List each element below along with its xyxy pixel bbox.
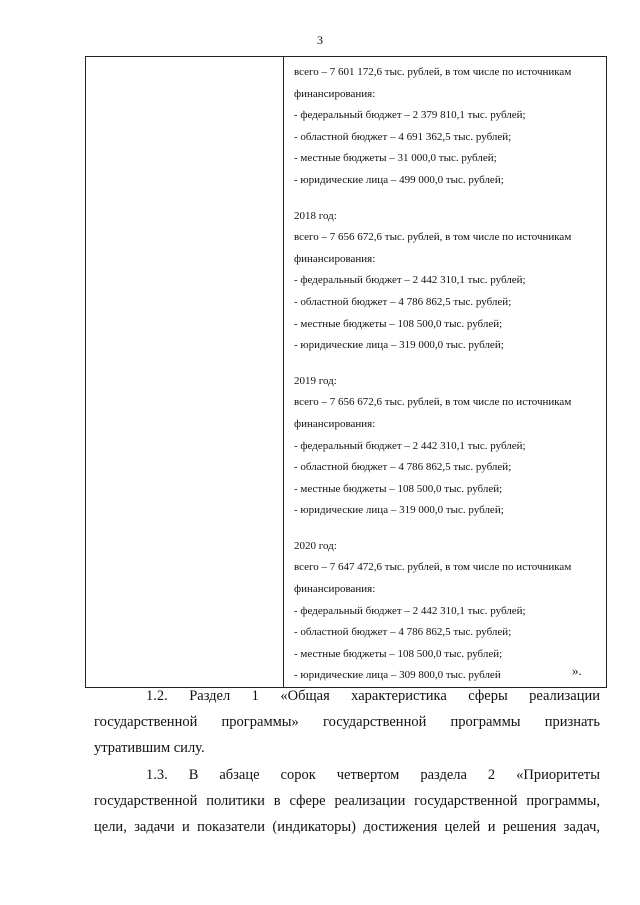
funding-line: всего – 7 656 672,6 тыс. рублей, в том числе по источникам	[294, 396, 572, 409]
table-cell-funding	[284, 57, 607, 688]
funding-line: - местные бюджеты – 108 500,0 тыс. рублей;	[294, 317, 503, 330]
paragraph-line: 1.3. В абзаце сорок четвертом раздела 2 «Приоритеты	[146, 767, 600, 783]
closing-quote: ».	[572, 663, 582, 678]
year-heading: 2018 год:	[294, 209, 337, 222]
funding-line: финансирования:	[294, 583, 376, 596]
funding-line: финансирования:	[294, 252, 376, 265]
funding-line: - областной бюджет – 4 691 362,5 тыс. рублей;	[294, 130, 512, 143]
funding-block-2020	[294, 536, 602, 687]
funding-block-2018	[294, 206, 602, 357]
budget-table	[85, 56, 607, 688]
year-heading: 2019 год:	[294, 374, 337, 387]
funding-line: - юридические лица – 319 000,0 тыс. рублей;	[294, 504, 504, 517]
funding-line: - федеральный бюджет – 2 379 810,1 тыс. рублей;	[294, 109, 526, 122]
funding-line: - федеральный бюджет – 2 442 310,1 тыс. рублей;	[294, 604, 526, 617]
table-row	[86, 57, 607, 688]
year-heading: 2020 год:	[294, 539, 337, 552]
funding-line: - областной бюджет – 4 786 862,5 тыс. рублей;	[294, 461, 512, 474]
funding-line: всего – 7 647 472,6 тыс. рублей, в том числе по источникам	[294, 561, 572, 574]
paragraph-line: цели, задачи и показатели (индикаторы) достижения целей и решения задач,	[94, 819, 600, 835]
funding-line: - федеральный бюджет – 2 442 310,1 тыс. рублей;	[294, 274, 526, 287]
funding-line: - юридические лица – 499 000,0 тыс. рублей;	[294, 173, 504, 186]
funding-line: всего – 7 656 672,6 тыс. рублей, в том числе по источникам	[294, 231, 572, 244]
funding-line: - местные бюджеты – 108 500,0 тыс. рублей;	[294, 647, 503, 660]
table-cell-empty	[86, 57, 284, 688]
funding-line: - местные бюджеты – 31 000,0 тыс. рублей;	[294, 152, 497, 165]
page-number: 3	[317, 33, 323, 47]
funding-block-2017	[294, 62, 602, 192]
funding-line: финансирования:	[294, 417, 376, 430]
funding-line: - юридические лица – 309 800,0 тыс. рублей	[294, 669, 501, 682]
paragraph-1-2	[94, 683, 600, 761]
funding-line: - областной бюджет – 4 786 862,5 тыс. рублей;	[294, 295, 512, 308]
paragraph-line: утратившим силу.	[94, 740, 205, 756]
paragraph-line: 1.2. Раздел 1 «Общая характеристика сферы реализации	[146, 688, 600, 704]
funding-line: - федеральный бюджет – 2 442 310,1 тыс. рублей;	[294, 439, 526, 452]
paragraph-1-3	[94, 762, 600, 840]
funding-block-2019	[294, 371, 602, 522]
paragraph-line: государственной программы» государственной программы признать	[94, 714, 600, 730]
funding-line: - местные бюджеты – 108 500,0 тыс. рублей;	[294, 482, 503, 495]
funding-line: - юридические лица – 319 000,0 тыс. рублей;	[294, 339, 504, 352]
funding-line: финансирования:	[294, 87, 376, 100]
funding-line: - областной бюджет – 4 786 862,5 тыс. рублей;	[294, 626, 512, 639]
paragraph-line: государственной политики в сфере реализации государственной программы,	[94, 793, 600, 809]
funding-line: всего – 7 601 172,6 тыс. рублей, в том числе по источникам	[294, 66, 572, 78]
